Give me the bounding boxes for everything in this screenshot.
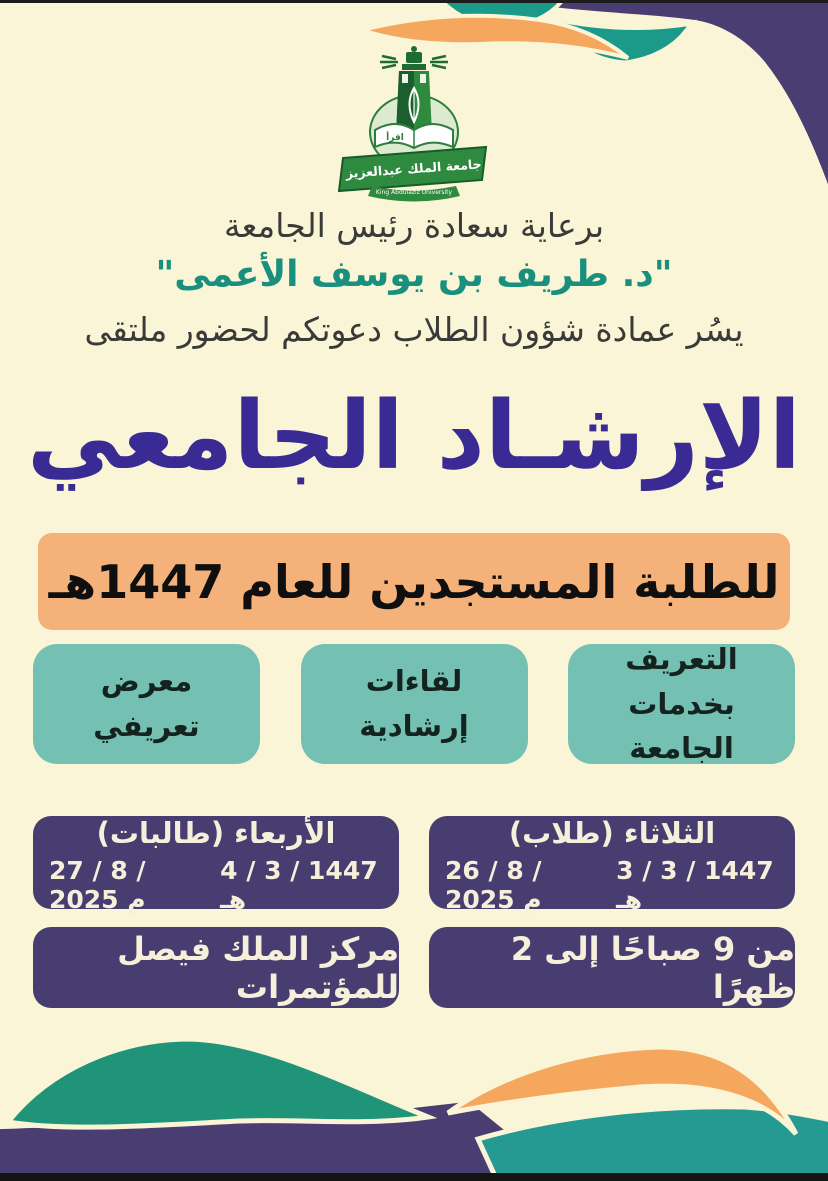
gregorian-date: 27 / 8 / 2025 م: [49, 855, 146, 914]
logo-university-name-ar: جامعة الملك عبدالعزيز: [345, 156, 483, 181]
details-row: [33, 927, 795, 1008]
president-name: "د. طريف بن يوسف الأعمى": [155, 254, 673, 295]
feature-box-intro-exhibition: معرض تعريفي: [33, 644, 260, 764]
day-label: الثلاثاء (طلاب): [508, 815, 716, 850]
logo-book-text: اقرأ: [386, 133, 404, 143]
year-banner: [38, 533, 790, 630]
bottom-edge-line: [0, 1173, 828, 1181]
gregorian-date: 26 / 8 / 2025 م: [445, 855, 542, 914]
hijri-date: 4 / 3 / 1447 هـ: [220, 855, 378, 914]
invitation-line: يسُر عمادة شؤون الطلاب دعوتكم لحضور ملتقى: [84, 310, 744, 349]
schedule-box-wednesday-female: [33, 815, 399, 914]
feature-row: [33, 641, 795, 766]
top-edge-line: [0, 0, 828, 3]
hijri-date: 3 / 3 / 1447 هـ: [616, 855, 774, 914]
bottom-wave-decoration: [0, 1031, 828, 1181]
date-line: [49, 856, 383, 914]
university-logo: [338, 44, 490, 208]
feature-box-university-services: التعريف بخدمات الجامعة: [568, 644, 795, 764]
year-banner-text: للطلبة المستجدين للعام 1447هـ: [48, 554, 780, 609]
venue-box: مركز الملك فيصل للمؤتمرات: [33, 927, 399, 1008]
time-box: من 9 صباحًا إلى 2 ظهرًا: [429, 927, 795, 1008]
bottom-wave-green-hill: [8, 1039, 428, 1127]
logo-ribbon: [339, 147, 486, 202]
logo-university-name-en: King Abdulaziz University: [375, 189, 453, 196]
date-line: [445, 856, 779, 914]
event-title: الإرشـاد الجامعي: [26, 382, 802, 491]
patronage-line: برعاية سعادة رئيس الجامعة: [223, 206, 605, 245]
schedule-box-tuesday-male: [429, 815, 795, 914]
logo-minaret: [396, 46, 432, 134]
day-label: الأربعاء (طالبات): [96, 815, 336, 850]
feature-box-guidance-meetings: لقاءات إرشادية: [301, 644, 528, 764]
schedule-row: [33, 815, 795, 914]
